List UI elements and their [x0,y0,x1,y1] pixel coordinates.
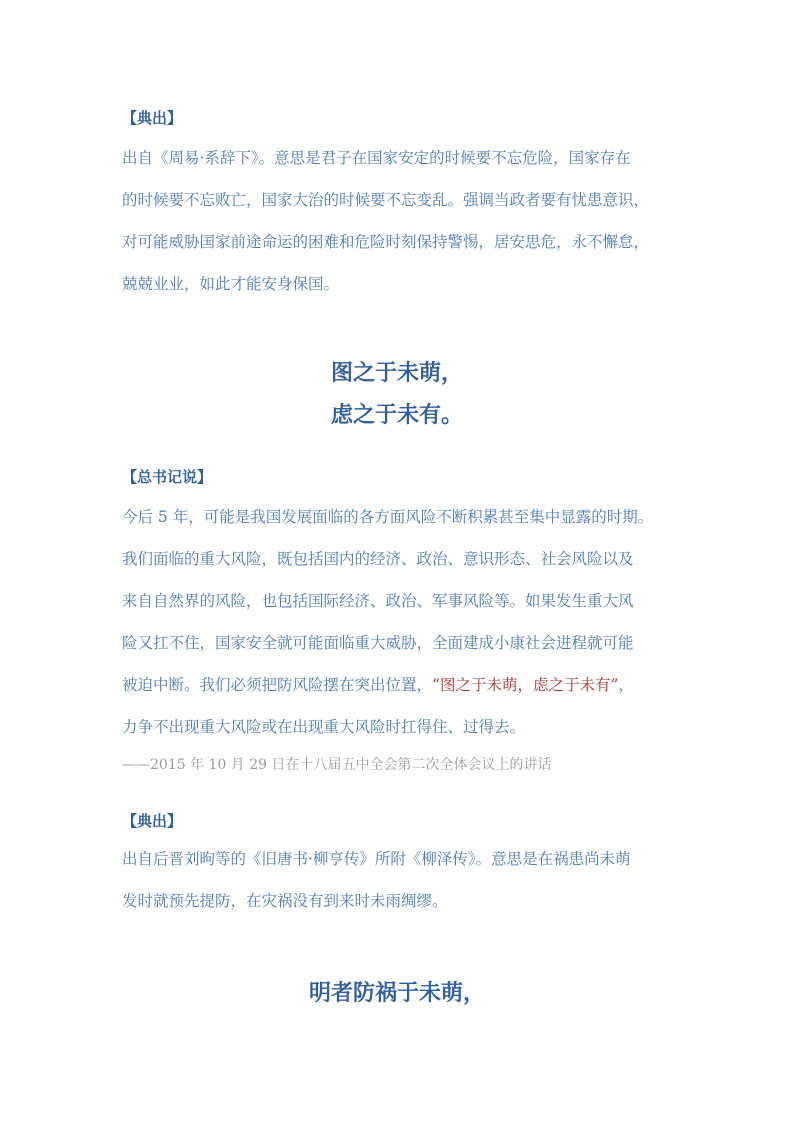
origin-paragraph-2 [122,838,676,922]
paragraph-line: 兢兢业业，如此才能安身保国。 [122,275,340,293]
quote-title-line-3: 明者防祸于未萌， [308,981,485,1006]
paragraph-line: 来自自然界的风险，也包括国际经济、政治、军事风险等。如果发生重大风 [122,592,634,610]
section-heading-speech: 【总书记说】 [122,468,213,486]
highlighted-quote: “图之于未萌，虑之于未有” [432,676,619,694]
section-heading-origin-2: 【典出】 [122,812,183,830]
quote-title-line-1: 图之于未萌， [330,361,463,386]
paragraph-line: 的时候要不忘败亡，国家大治的时候要不忘变乱。强调当政者要有忧患意识， [122,191,650,209]
origin-paragraph-1 [122,137,676,305]
speech-paragraph [122,496,676,748]
paragraph-line: 发时就预先提防，在灾祸没有到来时未雨绸缪。 [122,892,448,910]
speech-source: ——2015 年 10 月 29 日在十八届五中全会第二次全体会议上的讲话 [122,757,552,773]
line-text: 被迫中断。我们必须把防风险摆在突出位置， [122,676,433,694]
paragraph-line: 力争不出现重大风险或在出现重大风险时扛得住、过得去。 [122,718,526,736]
paragraph-line: 出自后晋刘昫等的《旧唐书·柳亨传》所附《柳泽传》。意思是在祸患尚未萌 [122,850,631,868]
paragraph-line: 出自《周易·系辞下》。意思是君子在国家安定的时候要不忘危险，国家存在 [122,149,631,167]
section-heading-origin-1: 【典出】 [122,109,183,127]
paragraph-line: 我们面临的重大风险，既包括国内的经济、政治、意识形态、社会风险以及 [122,550,634,568]
quote-title-line-2: 虑之于未有。 [330,403,463,428]
paragraph-line: 今后 5 年，可能是我国发展面临的各方面风险不断积累甚至集中显露的时期。 [122,508,654,526]
paragraph-line [122,664,676,706]
line-punctuation: ， [618,676,634,694]
paragraph-line: 险又扛不住，国家安全就可能面临重大威胁，全面建成小康社会进程就可能 [122,634,634,652]
paragraph-line: 对可能威胁国家前途命运的困难和危险时刻保持警惕，居安思危，永不懈怠， [122,233,650,251]
